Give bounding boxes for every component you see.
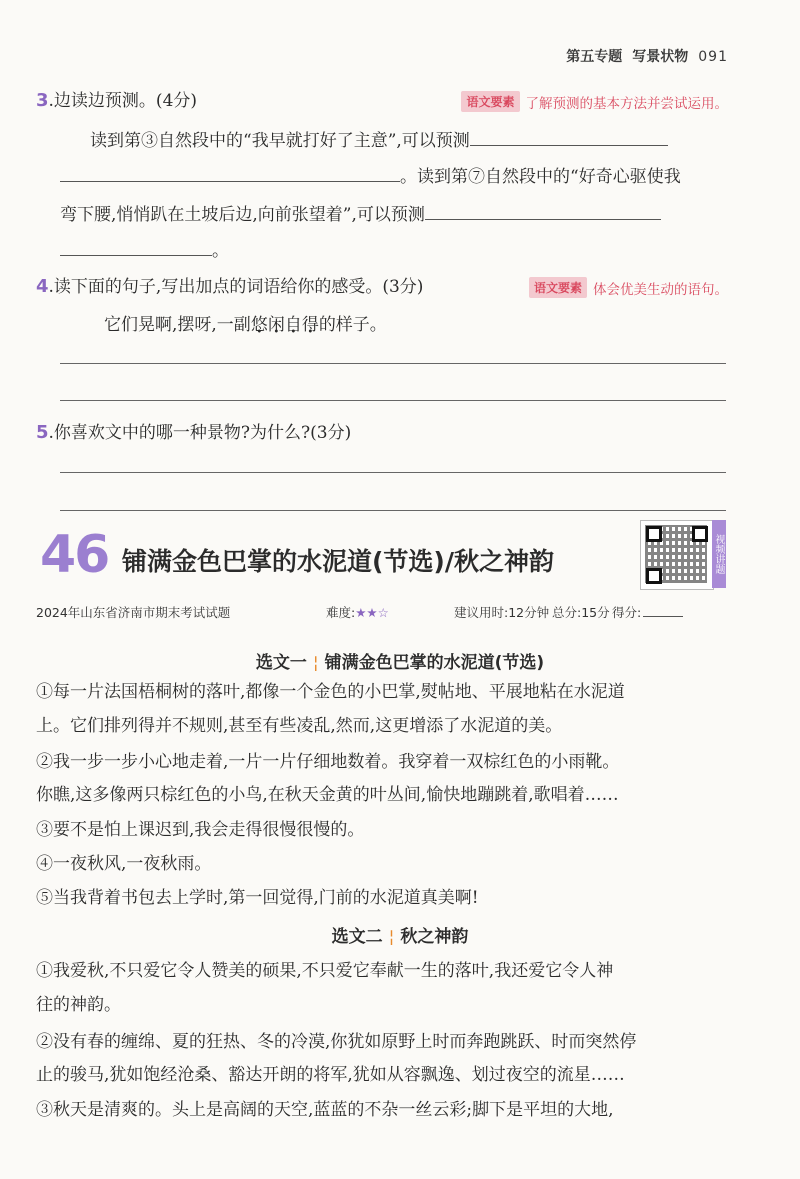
divider: ¦ bbox=[388, 927, 395, 947]
dotted-word: 悠 bbox=[250, 315, 268, 335]
q4-sentence-pre: 它们晃啊,摆呀,一副 bbox=[104, 315, 251, 335]
question-text: .你喜欢文中的哪一种景物?为什么?(3分) bbox=[48, 423, 352, 443]
skill-tag-text: 体会优美生动的语句。 bbox=[593, 281, 728, 298]
section-title: 铺满金色巴掌的水泥道(节选)/秋之神韵 bbox=[122, 547, 554, 576]
score-label: 得分: bbox=[612, 605, 642, 620]
suggested-time: 建议用时:12分钟 bbox=[454, 605, 550, 620]
q3-line-2-text: 。读到第⑦自然段中的“好奇心驱使我 bbox=[400, 167, 681, 187]
question-number: 5 bbox=[36, 422, 49, 443]
page-number: 091 bbox=[698, 49, 728, 65]
skill-tag bbox=[529, 277, 728, 298]
answer-blank[interactable] bbox=[60, 163, 400, 182]
exam-source: 2024年山东省济南市期末考试试题 bbox=[36, 605, 231, 620]
skill-tag bbox=[461, 91, 728, 112]
q3-line-4 bbox=[60, 236, 229, 261]
paragraph-line: 往的神韵。 bbox=[36, 995, 121, 1015]
answer-line[interactable] bbox=[60, 400, 726, 401]
header-subtopic: 写景状物 bbox=[632, 49, 689, 65]
question-text: .边读边预测。(4分) bbox=[48, 91, 198, 111]
total-score: 总分:15分 bbox=[552, 605, 610, 620]
paragraph-line: ②没有春的缠绵、夏的狂热、冬的冷漠,你犹如原野上时而奔跑跳跃、时而突然停 bbox=[36, 1032, 637, 1052]
divider: ¦ bbox=[312, 653, 319, 673]
question-3 bbox=[36, 86, 728, 112]
section-number: 46 bbox=[40, 525, 109, 585]
q3-line-3-text: 弯下腰,悄悄趴在土坡后边,向前张望着”,可以预测 bbox=[60, 205, 425, 225]
paragraph-line: ⑤当我背着书包去上学时,第一回觉得,门前的水泥道真美啊! bbox=[36, 888, 479, 908]
header-topic: 第五专题 bbox=[566, 49, 623, 65]
skill-tag-badge: 语文要素 bbox=[461, 91, 519, 112]
question-5 bbox=[36, 418, 728, 443]
selection-title: 铺满金色巴掌的水泥道(节选) bbox=[324, 653, 545, 673]
difficulty-stars: ★★☆ bbox=[355, 605, 389, 620]
question-4 bbox=[36, 272, 728, 298]
question-text: .读下面的句子,写出加点的词语给你的感受。(3分) bbox=[48, 277, 424, 297]
paragraph-line: ④一夜秋风,一夜秋雨。 bbox=[36, 854, 212, 874]
qr-finder bbox=[692, 526, 708, 542]
answer-blank[interactable] bbox=[470, 127, 668, 146]
difficulty bbox=[326, 603, 454, 621]
paragraph-line: ①每一片法国梧桐树的落叶,都像一个金色的小巴掌,熨帖地、平展地粘在水泥道 bbox=[36, 682, 625, 702]
selection-1-heading bbox=[0, 648, 800, 673]
qr-finder bbox=[646, 568, 662, 584]
paragraph-line: 你瞧,这多像两只棕红色的小鸟,在秋天金黄的叶丛间,愉快地蹦跳着,歌唱着…… bbox=[36, 785, 619, 805]
q4-sentence-post: 的样子。 bbox=[318, 315, 387, 335]
paragraph-line: 上。它们排列得并不规则,甚至有些凌乱,然而,这更增添了水泥道的美。 bbox=[36, 716, 563, 736]
answer-line[interactable] bbox=[60, 363, 726, 364]
q3-line-4-text: 。 bbox=[212, 241, 229, 261]
q4-sentence bbox=[104, 310, 387, 335]
qr-code[interactable] bbox=[640, 520, 714, 590]
paragraph-line: ①我爱秋,不只爱它令人赞美的硕果,不只爱它奉献一生的落叶,我还爱它令人神 bbox=[36, 961, 614, 981]
paragraph-line: ②我一步一步小心地走着,一片一片仔细地数着。我穿着一双棕红色的小雨靴。 bbox=[36, 752, 620, 772]
answer-blank[interactable] bbox=[425, 201, 661, 220]
q3-line-1 bbox=[90, 126, 668, 151]
difficulty-label: 难度: bbox=[326, 605, 356, 620]
skill-tag-text: 了解预测的基本方法并尝试运用。 bbox=[525, 95, 728, 112]
score-field bbox=[612, 603, 683, 621]
q3-line-1-text: 读到第③自然段中的“我早就打好了主意”,可以预测 bbox=[90, 131, 470, 151]
selection-label: 选文二 bbox=[331, 927, 383, 947]
paragraph-line: ③秋天是清爽的。头上是高阔的天空,蓝蓝的不杂一丝云彩;脚下是平坦的大地, bbox=[36, 1100, 614, 1120]
paragraph-line: 止的骏马,犹如饱经沧桑、豁达开朗的将军,犹如从容飘逸、划过夜空的流星…… bbox=[36, 1065, 625, 1085]
exercise-meta bbox=[36, 603, 728, 621]
question-number: 4 bbox=[36, 276, 49, 297]
answer-blank[interactable] bbox=[60, 237, 212, 256]
selection-title: 秋之神韵 bbox=[400, 927, 469, 947]
video-explain-label: 视频讲题 bbox=[712, 520, 726, 588]
dotted-word: 得 bbox=[301, 315, 319, 335]
running-header bbox=[566, 46, 728, 66]
paragraph-line: ③要不是怕上课迟到,我会走得很慢很慢的。 bbox=[36, 820, 365, 840]
score-blank[interactable] bbox=[643, 604, 683, 617]
selection-2-heading bbox=[0, 922, 800, 947]
q3-line-2 bbox=[60, 162, 681, 187]
skill-tag-badge: 语文要素 bbox=[529, 277, 587, 298]
answer-line[interactable] bbox=[60, 472, 726, 473]
dotted-word: 闲 bbox=[267, 315, 285, 335]
selection-label: 选文一 bbox=[255, 653, 307, 673]
answer-line[interactable] bbox=[60, 510, 726, 511]
q3-line-3 bbox=[60, 200, 661, 225]
qr-finder bbox=[646, 526, 662, 542]
question-number: 3 bbox=[36, 90, 49, 111]
dotted-word: 自 bbox=[284, 315, 302, 335]
